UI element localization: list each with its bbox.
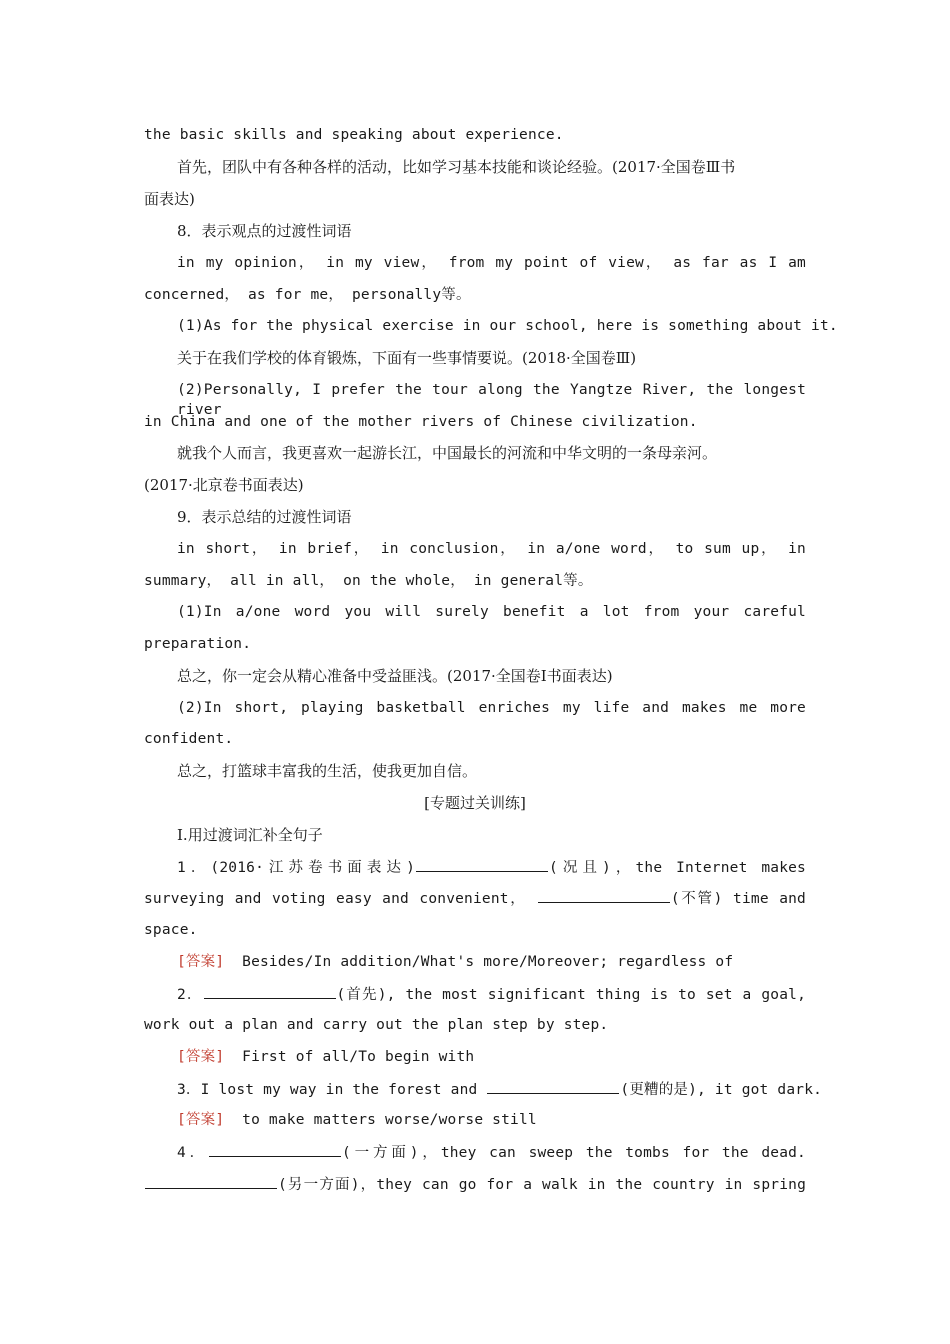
question-4 <box>177 1142 806 1163</box>
translation-line: 总之，你一定会从精心准备中受益匪浅。(2017·全国卷Ⅰ书面表达) <box>177 667 613 685</box>
answer-line <box>177 1110 806 1130</box>
translation-line: 总之，打篮球丰富我的生活，使我更加自信。 <box>177 762 478 780</box>
translation-line: 就我个人而言，我更喜欢一起游长江，中国最长的河流和中华文明的一条母亲河。 <box>177 444 718 462</box>
question-2 <box>177 984 806 1005</box>
answer-line <box>177 952 806 972</box>
answer-tag: [答案] <box>177 1049 225 1065</box>
answer-blank[interactable] <box>487 1079 619 1094</box>
exercise-heading: Ⅰ.用过渡词汇补全句子 <box>177 826 323 844</box>
answer-blank[interactable] <box>416 857 548 872</box>
answer-line <box>177 1047 806 1067</box>
section-title: [专题过关训练] <box>424 794 526 812</box>
answer-text: Besides/In addition/What's more/Moreover; regardless of <box>242 954 734 970</box>
example-sentence: (2)In short, playing basketball enriches my life and makes me more <box>177 700 806 716</box>
text-line: summary， all in all， on the whole， in general等。 <box>144 573 593 589</box>
question-4-line2 <box>144 1174 806 1195</box>
text-line: 面表达) <box>144 190 195 208</box>
question-text: (一方面)，they can sweep the tombs for the dead. <box>342 1145 806 1161</box>
section-heading: 8．表示观点的过渡性词语 <box>177 222 352 240</box>
answer-blank[interactable] <box>145 1174 277 1189</box>
example-sentence: (1)In a/one word you will surely benefit a lot from your careful <box>177 604 806 620</box>
answer-blank[interactable] <box>538 888 670 903</box>
section-heading: 9．表示总结的过渡性词语 <box>177 508 352 526</box>
question-text: (另一方面)，they can go for a walk in the country in spring <box>278 1177 806 1193</box>
source-citation: (2017·北京卷书面表达) <box>144 476 304 494</box>
question-text: surveying and voting easy and convenient， <box>144 891 527 907</box>
question-1 <box>177 857 806 878</box>
answer-blank[interactable] <box>209 1142 341 1157</box>
question-text: space. <box>144 922 198 938</box>
example-sentence: (2)Personally, I prefer the tour along the Yangtze River, the longest river <box>177 382 806 418</box>
question-text: work out a plan and carry out the plan step by step. <box>144 1017 609 1033</box>
translation-line: 关于在我们学校的体育锻炼，下面有一些事情要说。(2018·全国卷Ⅲ) <box>177 349 637 367</box>
question-number: 4． <box>177 1145 209 1161</box>
answer-tag: [答案] <box>177 954 225 970</box>
example-sentence: confident. <box>144 731 234 747</box>
text-line: 首先，团队中有各种各样的活动，比如学习基本技能和谈论经验。(2017·全国卷Ⅲ书 <box>177 158 736 176</box>
question-text: (首先), the most significant thing is to set a goal, <box>336 987 806 1003</box>
answer-text: to make matters worse/worse still <box>242 1112 537 1128</box>
question-text: (况且)，the Internet makes <box>549 860 806 876</box>
example-sentence: in China and one of the mother rivers of Chinese civilization. <box>144 414 698 430</box>
example-sentence: preparation. <box>144 636 252 652</box>
question-text: 3．I lost my way in the forest and <box>177 1082 478 1098</box>
text-line: concerned， as for me， personally等。 <box>144 287 471 303</box>
text-line: in short， in brief， in conclusion， in a/one word， to sum up， in <box>177 541 806 557</box>
answer-blank[interactable] <box>204 984 336 999</box>
question-text: (更糟的是), it got dark. <box>620 1082 823 1098</box>
question-text: (不管) time and <box>670 891 806 907</box>
question-1-line2 <box>144 888 806 909</box>
question-number: 2． <box>177 987 203 1003</box>
text-line: in my opinion， in my view， from my point of view， as far as I am <box>177 255 806 271</box>
text-line: the basic skills and speaking about experience. <box>144 127 564 143</box>
example-sentence: (1)As for the physical exercise in our school, here is something about it. <box>177 318 838 334</box>
answer-text: First of all/To begin with <box>242 1049 475 1065</box>
question-3 <box>177 1079 823 1100</box>
question-number: 1．(2016·江苏卷书面表达) <box>177 860 416 876</box>
answer-tag: [答案] <box>177 1112 225 1128</box>
